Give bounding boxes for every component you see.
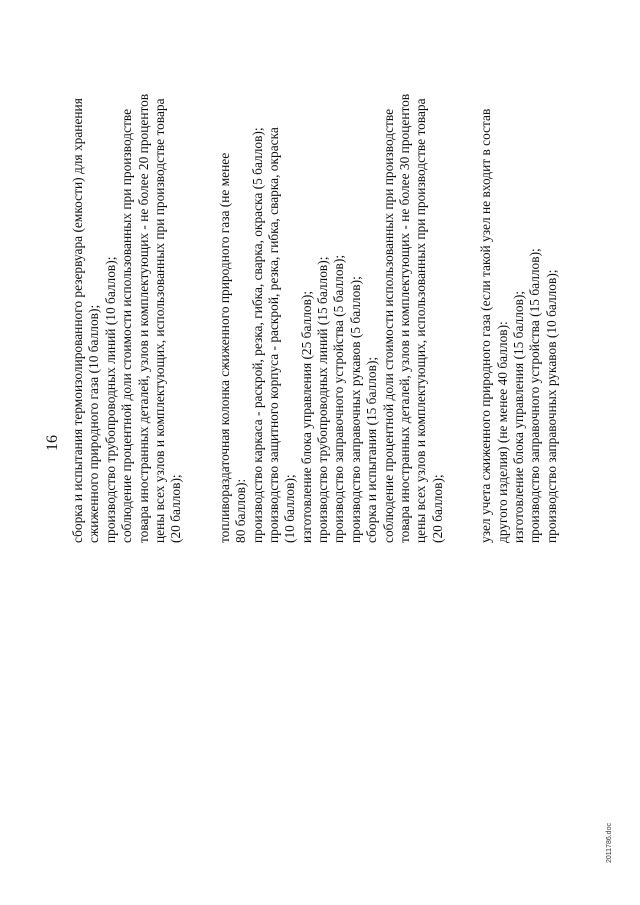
text-line: 80 баллов): [233,478,249,543]
text-line: соблюдение процентной доли стоимости использованных при производстве [119,108,135,543]
section-dispenser [217,43,446,543]
document-body [70,43,560,543]
text-line: цены всех узлов и комплектующих, использованных при производстве товара [413,98,429,543]
text-line: производство защитного корпуса - раскрой, резка, гибка, сварка, окраска [265,127,281,543]
section-gap [446,43,478,543]
text-line: производство заправочных рукавов (10 баллов); [543,269,559,543]
text-line: производство заправочного устройства (5 баллов); [331,254,347,543]
text-line: топливораздаточная колонка сжиженного природного газа (не менее [216,152,232,543]
section-tank [70,43,185,543]
text-line: соблюдение процентной доли стоимости использованных при производстве [380,108,396,543]
text-line: товара иностранных деталей, узлов и комплектующих - не более 20 процентов [135,93,151,543]
section-gap [185,43,217,543]
text-line: цены всех узлов и комплектующих, использованных при производстве товара [151,98,167,543]
text-line: производство заправочных рукавов (5 баллов); [347,276,363,543]
text-line: товара иностранных деталей, узлов и комплектующих - не более 30 процентов [397,93,413,543]
text-line: другого изделия) (не менее 40 баллов): [494,321,510,543]
page-number: 16 [44,435,61,451]
text-line: производство заправочного устройства (15 баллов); [527,248,543,543]
document-filename: 2011786.doc [606,823,613,863]
text-line: (10 баллов); [282,474,298,543]
text-line: сжиженного природного газа (10 баллов); [86,304,102,543]
text-line: изготовление блока управления (25 баллов); [298,290,314,543]
text-line: производство каркаса - раскрой, резка, гибка, сварка, окраска (5 баллов); [249,127,265,543]
text-line: сборка и испытания термоизолированного резервуара (емкости) для хранения [70,98,85,543]
text-line: (20 баллов); [429,474,445,543]
text-line: (20 баллов); [168,474,184,543]
text-line: производство трубопроводных линий (15 баллов); [315,256,331,543]
text-line: изготовление блока управления (15 баллов); [510,290,526,543]
text-line: узел учета сжиженного природного газа (если такой узел не входит в состав [478,108,494,543]
text-line: сборка и испытания (15 баллов); [364,356,380,543]
section-metering [478,43,560,543]
text-line: производство трубопроводных линий (10 баллов); [102,256,118,543]
